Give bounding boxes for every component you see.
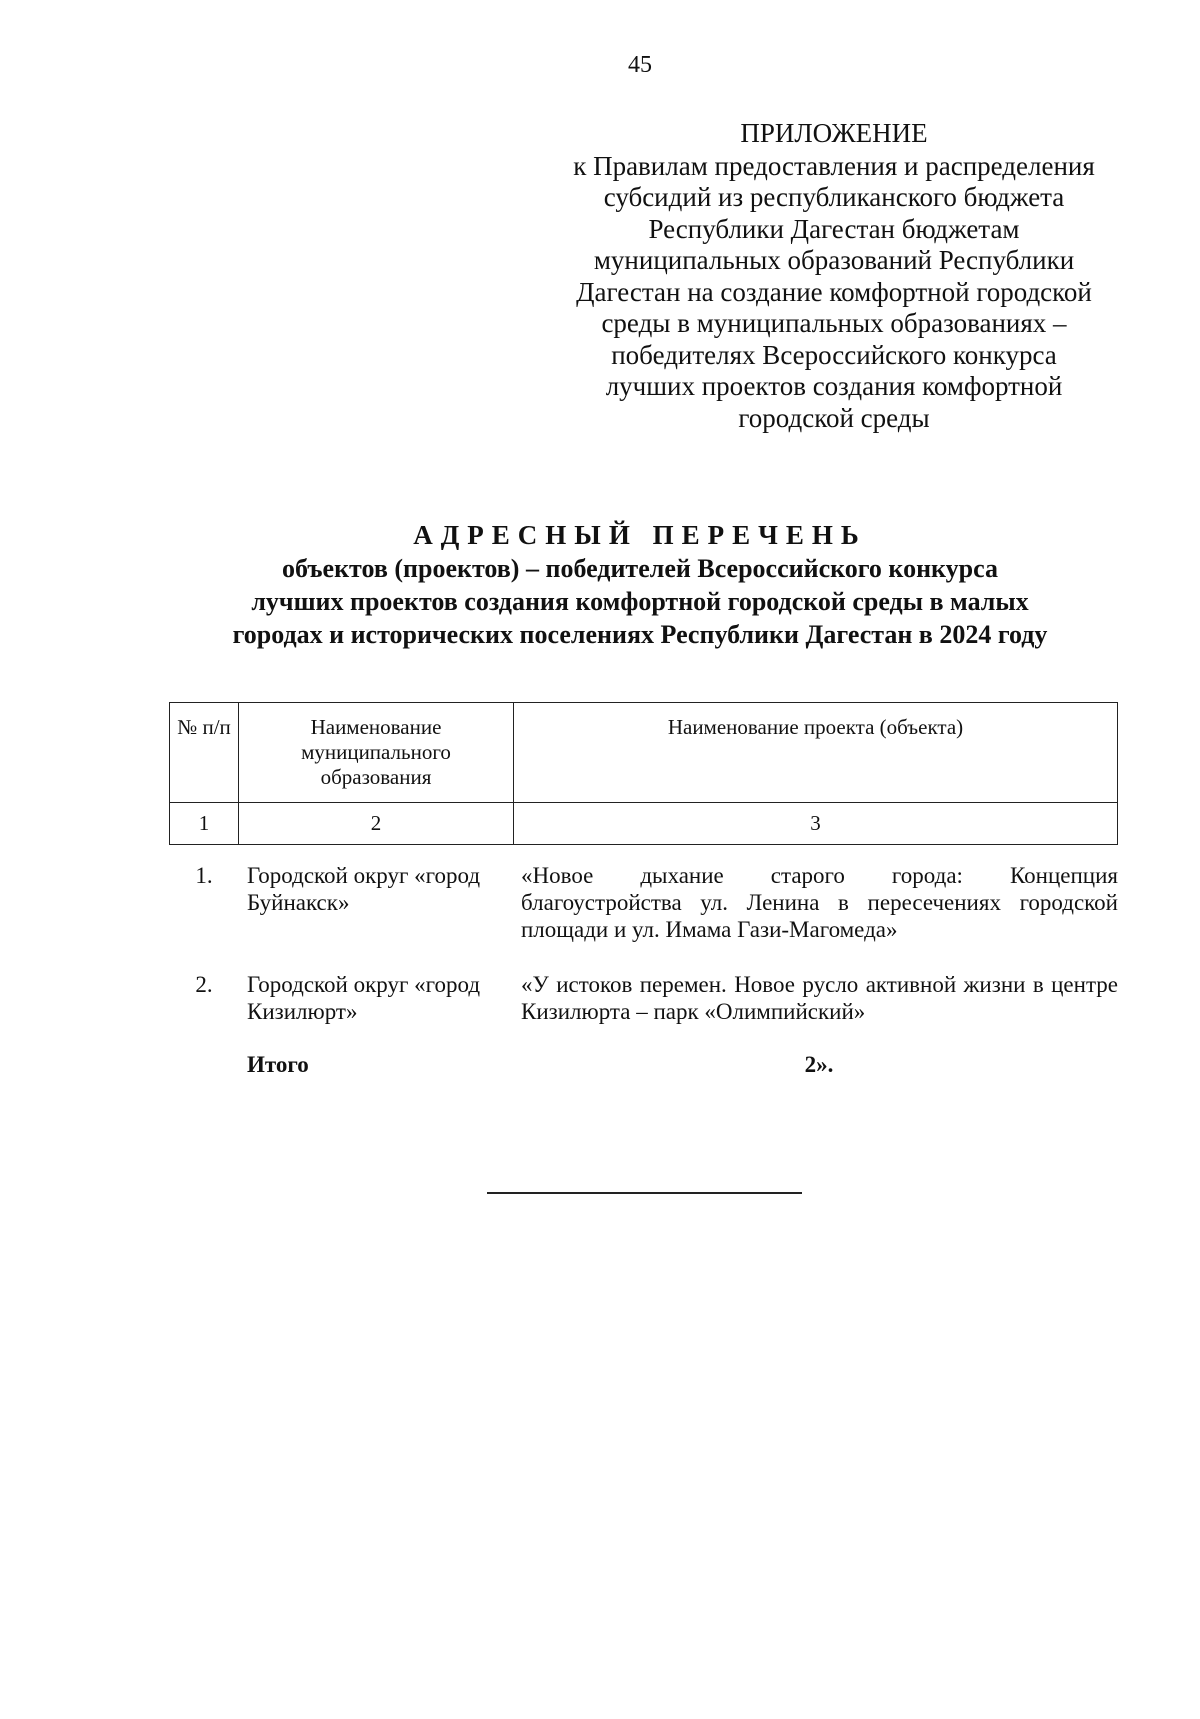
- entry-number: 1.: [195, 863, 213, 888]
- appendix-line: городской среды: [738, 402, 930, 433]
- total-label: Итого: [247, 1052, 309, 1077]
- appendix-line: Республики Дагестан бюджетам: [648, 213, 1020, 244]
- appendix-title: ПРИЛОЖЕНИЕ: [740, 118, 928, 148]
- end-divider: [487, 1192, 802, 1194]
- document-subtitle-line: городах и исторических поселениях Республики Дагестан в 2024 году: [232, 620, 1048, 649]
- entry-project: «Новое дыхание старого города: Концепция благоустройства ул. Ленина в пересечениях городской площади и ул. Имама Гази-Магомеда»: [521, 863, 1118, 942]
- appendix-line: лучших проектов создания комфортной: [605, 371, 1063, 401]
- page-number: 45: [628, 52, 652, 78]
- total-value: 2».: [804, 1052, 834, 1077]
- register-table-header: [169, 702, 1118, 845]
- entry-number: 2.: [195, 972, 213, 997]
- index-cell: 3: [514, 803, 1118, 845]
- index-cell: 2: [239, 803, 514, 845]
- index-cell: 1: [170, 803, 239, 845]
- header-cell-number: № п/п: [170, 703, 239, 803]
- list-item: [169, 862, 1118, 943]
- appendix-line: Дагестан на создание комфортной городской: [576, 276, 1092, 307]
- table-index-row: [170, 803, 1118, 845]
- appendix-line: муниципальных образований Республики: [593, 245, 1075, 275]
- header-cell-project: Наименование проекта (объекта): [514, 703, 1118, 803]
- header-cell-municipality: Наименование муниципального образования: [239, 703, 514, 803]
- appendix-line: субсидий из республиканского бюджета: [603, 182, 1065, 212]
- appendix-line: к Правилам предоставления и распределения: [573, 150, 1095, 181]
- appendix-line: среды в муниципальных образованиях –: [601, 308, 1067, 338]
- entry-municipality: Городской округ «город Кизилюрт»: [247, 972, 481, 1024]
- document-heading: [120, 518, 1160, 651]
- document-title: АДРЕСНЫЙ ПЕРЕЧЕНЬ: [413, 520, 867, 550]
- appendix-line: победителях Всероссийского конкурса: [611, 339, 1057, 370]
- document-subtitle-line: объектов (проектов) – победителей Всероссийского конкурса: [282, 554, 998, 583]
- list-item: [169, 971, 1118, 1025]
- entry-project: «У истоков перемен. Новое русло активной жизни в центре Кизилюрта – парк «Олимпийский»: [521, 972, 1118, 1024]
- table-header-row: [170, 703, 1118, 803]
- total-row: [169, 1051, 1118, 1078]
- appendix-block: [548, 118, 1120, 434]
- document-subtitle-line: лучших проектов создания комфортной городской среды в малых: [251, 587, 1029, 616]
- entry-municipality: Городской округ «город Буйнакск»: [247, 863, 481, 915]
- entries-list: [169, 862, 1118, 1078]
